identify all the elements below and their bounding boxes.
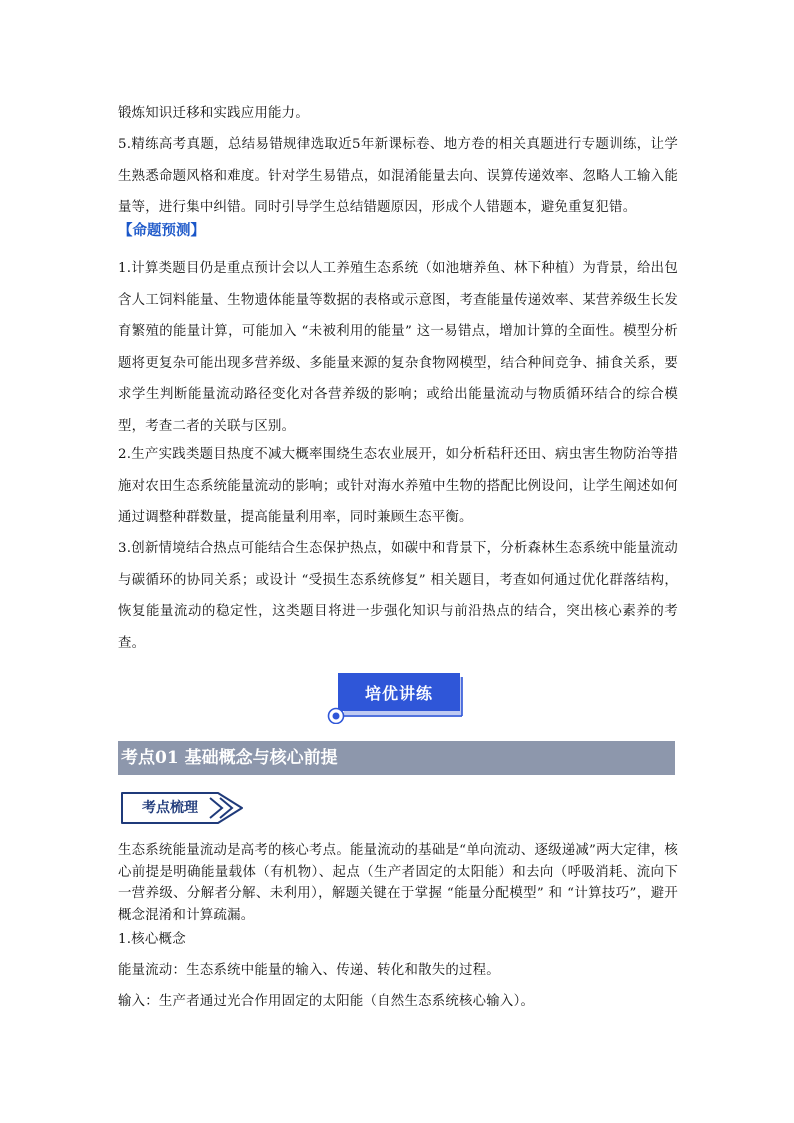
paragraph-prediction-3: 3.创新情境结合热点可能结合生态保护热点，如碳中和背景下，分析森林生态系统中能量流动与碳循环的协同关系；或设计 “受损生态系统修复” 相关题目，考查如何通过优化群落结构，恢复能量流动的稳定性，这类题目将进一步强化知识与前沿热点的结合，突出核心素养的考查。 — [118, 541, 678, 651]
definition-energy-flow: 能量流动：生态系统中能量的输入、传递、转化和散失的过程。 — [118, 963, 500, 978]
paragraph-prediction-2: 2.生产实践类题目热度不减大概率围绕生态农业展开，如分析秸秆还田、病虫害生物防治等措施对农田生态系统能量流动的影响；或针对海水养殖中生物的搭配比例设问，让学生阐述如何通过调整种群数量，提高能量利用率，同时兼顾生态平衡。 — [118, 447, 678, 526]
paragraph-ability: 锻炼知识迁移和实践应用能力。 — [118, 106, 309, 121]
tag-label: 考点梳理 — [142, 800, 198, 816]
paragraph-prediction-1: 1.计算类题目仍是重点预计会以人工养殖生态系统（如池塘养鱼、林下种植）为背景，给出包含人工饲料能量、生物遗体能量等数据的表格或示意图，考查能量传递效率、某营养级生长发育繁殖的能量计算，可能加入 “未被利用的能量” 这一易错点，增加计算的全面性。模型分析题将更复杂可能出现多营养级、多能量来源的复杂食物网模型，结合种间竞争、捕食关系，要求学生判断能量流动路径变化对各营养级的影响；或给出能量流动与物质循环结合的综合模型，考查二者的关联与区别。 — [118, 261, 678, 434]
paragraph-exam-practice: 5.精练高考真题，总结易错规律选取近5年新课标卷、地方卷的相关真题进行专题训练，让学生熟悉命题风格和难度。针对学生易错点，如混淆能量去向、误算传递效率、忽略人工输入能量等，进行集中纠错。同时引导学生总结错题原因，形成个人错题本，避免重复犯错。 — [118, 137, 678, 216]
definition-input: 输入：生产者通过光合作用固定的太阳能（自然生态系统核心输入）。 — [118, 994, 535, 1009]
section-title: 考点01 基础概念与核心前提 — [121, 748, 338, 768]
list-item-core-concept: 1.核心概念 — [118, 932, 186, 947]
heading-prediction: 【命题预测】 — [118, 223, 205, 239]
paragraph-intro: 生态系统能量流动是高考的核心考点。能量流动的基础是“单向流动、逐级递减”两大定律，核心前提是明确能量载体（有机物）、起点（生产者固定的太阳能）和去向（呼吸消耗、流向下一营养级、分解者分解、未利用），解题关键在于掌握 “能量分配模型” 和 “计算技巧”，避开概念混淆和计算疏漏。 — [118, 843, 678, 923]
banner-title: 培优讲练 — [364, 683, 433, 703]
